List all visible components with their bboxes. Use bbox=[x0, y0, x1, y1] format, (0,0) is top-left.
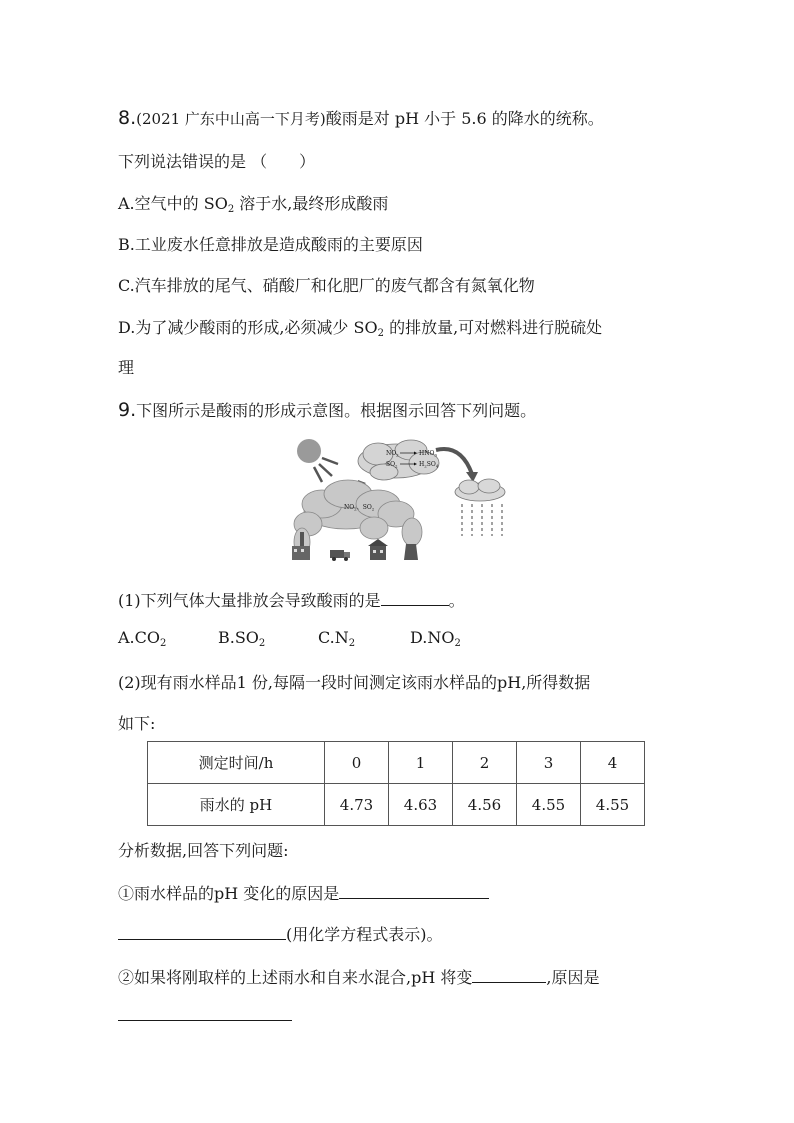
eq2-text: $SO_2$ bbox=[386, 461, 398, 469]
upper-cloud-icon bbox=[358, 440, 439, 480]
q8-stem-line2: 下列说法错误的是 （ ） bbox=[118, 152, 316, 171]
q8-option-a-text: A.空气中的 SO bbox=[118, 194, 228, 213]
q9-part2-sub1-answer-blank-2[interactable] bbox=[118, 925, 286, 940]
cooling-tower-icon bbox=[404, 544, 418, 560]
q9-part1-answer-blank[interactable] bbox=[381, 591, 449, 606]
q9-part1-end: 。 bbox=[448, 591, 465, 610]
eq1-text: $NO_2$ bbox=[386, 450, 399, 458]
rain-cloud-icon bbox=[455, 479, 505, 501]
table-cell: 2 bbox=[453, 742, 517, 784]
q9-part2-sub2-text-end: ,原因是 bbox=[546, 968, 600, 987]
q9-part2-sub2-line2 bbox=[118, 1006, 292, 1025]
q9-part2-sub1-text: ①雨水样品的pH 变化的原因是 bbox=[118, 884, 340, 903]
q8-option-d-continued: 理 bbox=[118, 358, 135, 377]
rain-drops bbox=[462, 504, 502, 536]
table-cell: 4.55 bbox=[581, 784, 645, 826]
acid-rain-diagram bbox=[286, 436, 511, 564]
q8-option-d-text: D.为了减少酸雨的形成,必须减少 SO bbox=[118, 318, 378, 337]
table-cell: 4.63 bbox=[389, 784, 453, 826]
smoke-cloud-icon bbox=[294, 480, 422, 556]
q8-line1 bbox=[118, 106, 604, 129]
table-cell: 4.73 bbox=[325, 784, 389, 826]
eq1-product: $HNO_3$ bbox=[419, 450, 437, 458]
q8-source: (2021 广东中山高一下月考) bbox=[136, 110, 326, 128]
table-cell: 4.56 bbox=[453, 784, 517, 826]
q9-part2-line2: 如下: bbox=[118, 714, 156, 733]
q8-option-a-text-end: 溶于水,最终形成酸雨 bbox=[234, 194, 389, 213]
eq2-product: $H_2SO_4$ bbox=[419, 461, 439, 469]
q9-stem: 下图所示是酸雨的形成示意图。根据图示回答下列问题。 bbox=[136, 401, 537, 420]
q8-option-c: C.汽车排放的尾气、硝酸厂和化肥厂的废气都含有氮氧化物 bbox=[118, 276, 535, 295]
table-cell: 4.55 bbox=[517, 784, 581, 826]
q9-part1-option-a: $A.CO_2$ bbox=[118, 628, 167, 649]
table-cell: 0 bbox=[325, 742, 389, 784]
table-cell: 3 bbox=[517, 742, 581, 784]
table-row-header: 测定时间/h bbox=[148, 742, 325, 784]
table-cell: 1 bbox=[389, 742, 453, 784]
table-row-header: 雨水的 pH bbox=[148, 784, 325, 826]
truck-icon bbox=[330, 550, 350, 561]
table-row bbox=[148, 784, 645, 826]
table-cell: 4 bbox=[581, 742, 645, 784]
q9-part1-option-d: $D.NO_2$ bbox=[410, 628, 461, 649]
q9-part1-option-b: $B.SO_2$ bbox=[218, 628, 266, 649]
q8-option-d-text-end: 的排放量,可对燃料进行脱硫处 bbox=[383, 318, 603, 337]
q8-option-a bbox=[118, 191, 388, 215]
building-icon bbox=[368, 539, 388, 560]
q8-option-b: B.工业废水任意排放是造成酸雨的主要原因 bbox=[118, 235, 423, 254]
q8-option-d bbox=[118, 315, 602, 339]
q9-part1-label: (1)下列气体大量排放会导致酸雨的是 bbox=[118, 591, 381, 610]
q9-number: 9. bbox=[118, 399, 137, 421]
q8-option-a-sub: 2 bbox=[227, 204, 235, 215]
q9-part2-sub1 bbox=[118, 881, 489, 904]
q9-part2-sub1-answer-blank[interactable] bbox=[339, 884, 489, 899]
emission-label: $NO_2$、$SO_2$ bbox=[344, 504, 375, 512]
q9-part2-sub2-answer-blank[interactable] bbox=[472, 968, 546, 983]
q8-number: 8. bbox=[118, 107, 137, 129]
table-row bbox=[148, 742, 645, 784]
q8-stem-line1: 酸雨是对 pH 小于 5.6 的降水的统称。 bbox=[325, 109, 604, 128]
q9-part2-sub1-text-end: (用化学方程式表示)。 bbox=[286, 925, 443, 944]
q9-part2-sub1-line2 bbox=[118, 922, 443, 945]
q9-part2-line1: (2)现有雨水样品1 份,每隔一段时间测定该雨水样品的pH,所得数据 bbox=[118, 673, 591, 692]
q9-line1 bbox=[118, 398, 536, 421]
q9-part1 bbox=[118, 588, 465, 611]
q9-part2-sub2-text: ②如果将刚取样的上述雨水和自来水混合,pH 将变 bbox=[118, 968, 473, 987]
q9-part1-option-c: $C.N_2$ bbox=[318, 628, 356, 649]
q9-part2-analysis: 分析数据,回答下列问题: bbox=[118, 841, 289, 860]
q9-part1-options bbox=[118, 628, 510, 649]
q9-part2-sub2-answer-blank-2[interactable] bbox=[118, 1006, 292, 1021]
q8-option-d-sub: 2 bbox=[377, 328, 384, 339]
q9-part2-sub2 bbox=[118, 965, 599, 988]
sun-icon bbox=[297, 439, 338, 482]
ph-data-table bbox=[147, 741, 645, 826]
